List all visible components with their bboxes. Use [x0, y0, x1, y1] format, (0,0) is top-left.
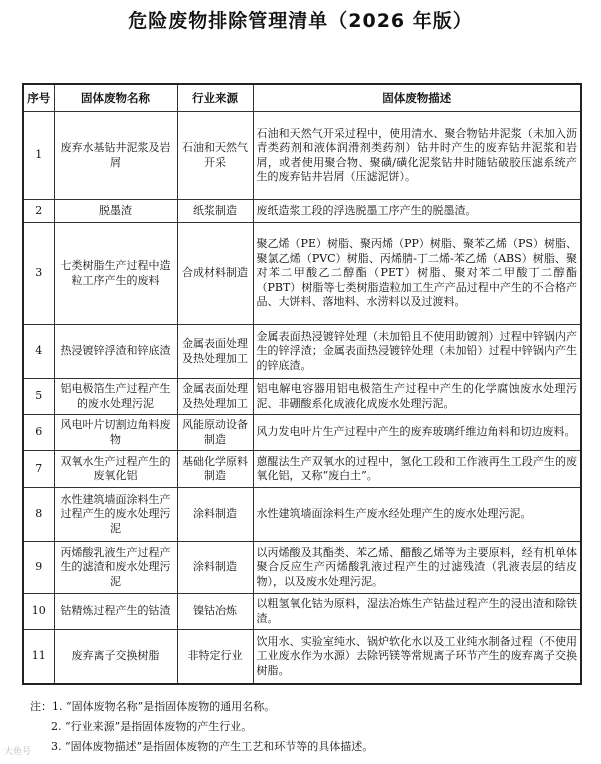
row-name: 脱墨渣	[54, 200, 177, 223]
row-no: 7	[23, 451, 54, 488]
row-desc: 蒽醌法生产双氧水的过程中，氢化工段和工作液再生工段产生的废氧化铝，又称“废白土”。	[253, 451, 581, 488]
row-desc: 金属表面热浸镀锌处理（未加铅且不使用助镀剂）过程中锌锅内产生的锌浮渣；金属表面热浸镀锌处理（未加铅）过程中锌锅内产生的锌底渣。	[253, 325, 581, 379]
row-source: 金属表面处理及热处理加工	[177, 325, 253, 379]
row-name: 七类树脂生产过程中造粒工序产生的废料	[54, 223, 177, 325]
row-desc: 聚乙烯（PE）树脂、聚丙烯（PP）树脂、聚苯乙烯（PS）树脂、聚氯乙烯（PVC）树脂、丙烯腈-丁二烯-苯乙烯（ABS）树脂、聚对苯二甲酸乙二醇酯（PET）树脂、聚对苯二甲酸丁二醇酯（PBT）树脂等七类树脂造粒加工生产产品过程中产生的不合格产品、大饼料、落地料、水涝料以及过渡料。	[253, 223, 581, 325]
table-row	[23, 488, 581, 542]
row-source: 基础化学原料制造	[177, 451, 253, 488]
row-name: 钴精炼过程产生的钴渣	[54, 594, 177, 630]
header-source: 行业来源	[177, 84, 253, 112]
row-source: 纸浆制造	[177, 200, 253, 223]
row-name: 废弃离子交换树脂	[54, 630, 177, 684]
row-source: 非特定行业	[177, 630, 253, 684]
row-name: 热浸镀锌浮渣和锌底渣	[54, 325, 177, 379]
page-title: 危险废物排除管理清单（2026 年版）	[128, 10, 473, 32]
waste-exclusion-table	[22, 83, 582, 685]
row-name: 废弃水基钻井泥浆及岩屑	[54, 112, 177, 200]
table-row	[23, 223, 581, 325]
row-desc: 以粗氢氧化钴为原料，湿法冶炼生产钴盐过程产生的浸出渣和除铁渣。	[253, 594, 581, 630]
header-no: 序号	[23, 84, 54, 112]
table-row	[23, 112, 581, 200]
row-no: 6	[23, 415, 54, 451]
table-row	[23, 630, 581, 684]
row-no: 11	[23, 630, 54, 684]
row-no: 3	[23, 223, 54, 325]
row-no: 5	[23, 379, 54, 415]
row-source: 涂料制造	[177, 542, 253, 594]
row-no: 10	[23, 594, 54, 630]
table-notes	[30, 697, 590, 757]
row-desc: 石油和天然气开采过程中，使用清水、聚合物钻井泥浆（未加入沥青类药剂和液体润滑剂类药剂）钻井时产生的废弃钻井泥浆和岩屑，或者使用聚合物、聚磺/磺化泥浆钻井时随钻破胶压滤系统产生的废弃钻井岩屑（压滤泥饼）。	[253, 112, 581, 200]
row-desc: 水性建筑墙面涂料生产废水经处理产生的废水处理污泥。	[253, 488, 581, 542]
row-desc: 废纸造浆工段的浮选脱墨工序产生的脱墨渣。	[253, 200, 581, 223]
row-desc: 饮用水、实验室纯水、锅炉软化水以及工业纯水制备过程（不使用工业废水作为水源）去除钙镁等常规离子环节产生的废弃离子交换树脂。	[253, 630, 581, 684]
table-row	[23, 451, 581, 488]
table-row	[23, 325, 581, 379]
note-1: 注：1. “固体废物名称”是指固体废物的通用名称。	[30, 700, 276, 713]
row-source: 金属表面处理及热处理加工	[177, 379, 253, 415]
row-name: 水性建筑墙面涂料生产过程产生的废水处理污泥	[54, 488, 177, 542]
table-row	[23, 415, 581, 451]
table-row	[23, 379, 581, 415]
row-source: 涂料制造	[177, 488, 253, 542]
row-source: 石油和天然气开采	[177, 112, 253, 200]
table-row	[23, 594, 581, 630]
table-row	[23, 542, 581, 594]
header-desc: 固体废物描述	[253, 84, 581, 112]
row-desc: 风力发电叶片生产过程中产生的废弃玻璃纤维边角料和切边废料。	[253, 415, 581, 451]
row-desc: 以丙烯酸及其酯类、苯乙烯、醋酸乙烯等为主要原料，经有机单体聚合反应生产丙烯酸乳液过程产生的过滤残渣（乳液表层的结皮物），以及废水处理污泥。	[253, 542, 581, 594]
row-source: 风能原动设备制造	[177, 415, 253, 451]
row-desc: 铝电解电容器用铝电极箔生产过程中产生的化学腐蚀废水处理污泥、非硼酸系化成液化成废水处理污泥。	[253, 379, 581, 415]
row-name: 风电叶片切割边角料废物	[54, 415, 177, 451]
note-2: 2. “行业来源”是指固体废物的产生行业。	[51, 720, 253, 733]
table-row	[23, 200, 581, 223]
header-name: 固体废物名称	[54, 84, 177, 112]
row-name: 铝电极箔生产过程产生的废水处理污泥	[54, 379, 177, 415]
row-source: 合成材料制造	[177, 223, 253, 325]
table-header-row	[23, 84, 581, 112]
row-no: 9	[23, 542, 54, 594]
row-source: 镍钴冶炼	[177, 594, 253, 630]
row-no: 1	[23, 112, 54, 200]
row-no: 2	[23, 200, 54, 223]
row-name: 丙烯酸乳液生产过程产生的滤渣和废水处理污泥	[54, 542, 177, 594]
row-no: 8	[23, 488, 54, 542]
row-no: 4	[23, 325, 54, 379]
note-3: 3. “固体废物描述”是指固体废物的产生工艺和环节等的具体描述。	[51, 740, 374, 753]
row-name: 双氧水生产过程产生的废氧化铝	[54, 451, 177, 488]
watermark: 大鱼号	[4, 747, 32, 757]
